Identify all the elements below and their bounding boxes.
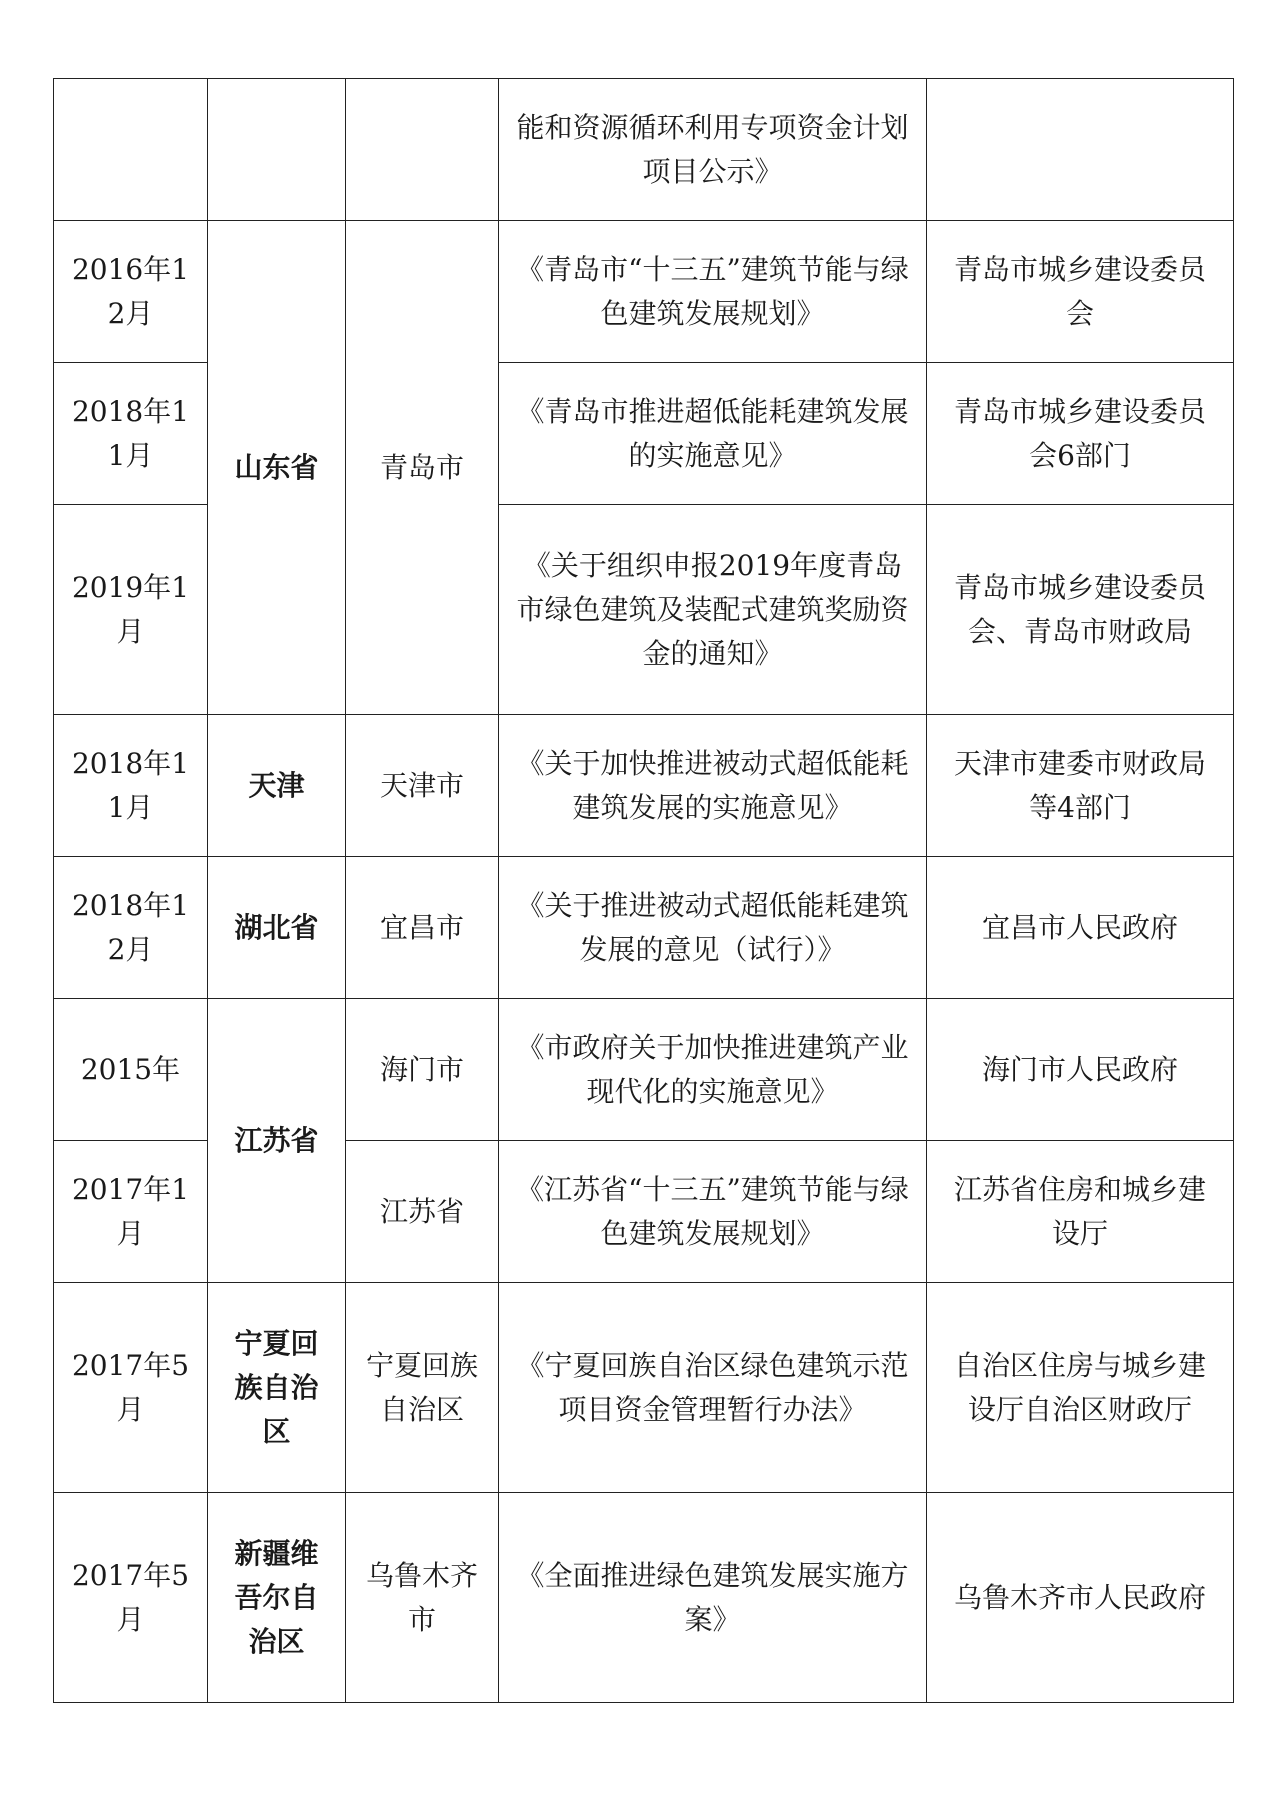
- city-cell: 宜昌市: [346, 857, 499, 999]
- date-cell: 2017年5月: [54, 1283, 208, 1493]
- date-cell: 2015年: [54, 999, 208, 1141]
- city-cell: 海门市: [346, 999, 499, 1141]
- issuer-cell: 自治区住房与城乡建设厅自治区财政厅: [927, 1283, 1234, 1493]
- date-cell: 2018年11月: [54, 715, 208, 857]
- issuer-cell: 乌鲁木齐市人民政府: [927, 1493, 1234, 1703]
- province-cell: 江苏省: [208, 999, 346, 1283]
- city-cell: 青岛市: [346, 221, 499, 715]
- date-cell: 2016年12月: [54, 221, 208, 363]
- issuer-cell: 海门市人民政府: [927, 999, 1234, 1141]
- issuer-cell: [927, 79, 1234, 221]
- city-cell: [346, 79, 499, 221]
- document-cell: 能和资源循环利用专项资金计划项目公示》: [499, 79, 927, 221]
- issuer-cell: 天津市建委市财政局等4部门: [927, 715, 1234, 857]
- table-row: [54, 999, 1234, 1141]
- issuer-cell: 青岛市城乡建设委员会、青岛市财政局: [927, 505, 1234, 715]
- date-cell: 2019年1月: [54, 505, 208, 715]
- province-cell: 宁夏回族自治区: [208, 1283, 346, 1493]
- date-cell: 2018年12月: [54, 857, 208, 999]
- date-cell: 2018年11月: [54, 363, 208, 505]
- document-cell: 《市政府关于加快推进建筑产业现代化的实施意见》: [499, 999, 927, 1141]
- table-row: [54, 1493, 1234, 1703]
- province-cell: 湖北省: [208, 857, 346, 999]
- table-row: [54, 857, 1234, 999]
- date-cell: [54, 79, 208, 221]
- document-cell: 《关于加快推进被动式超低能耗建筑发展的实施意见》: [499, 715, 927, 857]
- date-cell: 2017年5月: [54, 1493, 208, 1703]
- city-cell: 天津市: [346, 715, 499, 857]
- province-cell: 山东省: [208, 221, 346, 715]
- table-row: [54, 79, 1234, 221]
- issuer-cell: 宜昌市人民政府: [927, 857, 1234, 999]
- document-cell: 《关于组织申报2019年度青岛市绿色建筑及装配式建筑奖励资金的通知》: [499, 505, 927, 715]
- document-cell: 《青岛市推进超低能耗建筑发展的实施意见》: [499, 363, 927, 505]
- issuer-cell: 青岛市城乡建设委员会6部门: [927, 363, 1234, 505]
- city-cell: 宁夏回族自治区: [346, 1283, 499, 1493]
- date-cell: 2017年1月: [54, 1141, 208, 1283]
- policy-table: [53, 78, 1234, 1703]
- province-cell: 天津: [208, 715, 346, 857]
- table-row: [54, 1283, 1234, 1493]
- issuer-cell: 青岛市城乡建设委员会: [927, 221, 1234, 363]
- issuer-cell: 江苏省住房和城乡建设厅: [927, 1141, 1234, 1283]
- document-cell: 《江苏省“十三五”建筑节能与绿色建筑发展规划》: [499, 1141, 927, 1283]
- city-cell: 乌鲁木齐市: [346, 1493, 499, 1703]
- document-cell: 《全面推进绿色建筑发展实施方案》: [499, 1493, 927, 1703]
- document-cell: 《宁夏回族自治区绿色建筑示范项目资金管理暂行办法》: [499, 1283, 927, 1493]
- document-cell: 《青岛市“十三五”建筑节能与绿色建筑发展规划》: [499, 221, 927, 363]
- table-row: [54, 715, 1234, 857]
- city-cell: 江苏省: [346, 1141, 499, 1283]
- table-row: [54, 221, 1234, 363]
- document-cell: 《关于推进被动式超低能耗建筑发展的意见（试行）》: [499, 857, 927, 999]
- province-cell: [208, 79, 346, 221]
- province-cell: 新疆维吾尔自治区: [208, 1493, 346, 1703]
